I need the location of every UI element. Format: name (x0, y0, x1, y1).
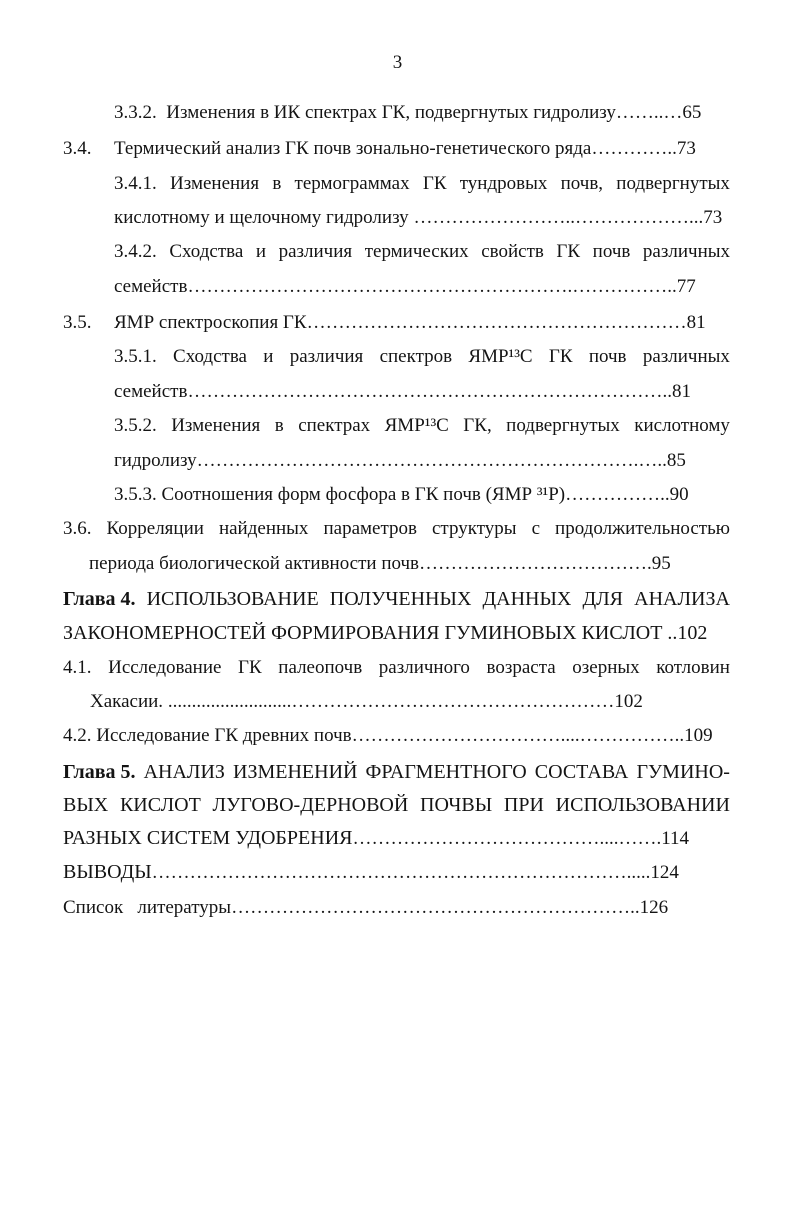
word: почв (588, 346, 627, 367)
toc-references[interactable] (63, 896, 668, 920)
toc-chapter-5[interactable] (63, 760, 730, 860)
entry-title: Исследование ГК древних почв (96, 725, 352, 746)
word: Корреляции (106, 518, 204, 539)
entry-line-1 (114, 240, 730, 264)
entry-number: 4.1. (63, 657, 92, 678)
chapter-label: Глава 4. (63, 588, 136, 610)
leader-dots: ………….. (591, 138, 677, 159)
word: почв, (560, 173, 604, 194)
chapter-line-2 (63, 793, 730, 817)
word: ГК (422, 173, 447, 194)
word: ФРАГМЕНТНОГО (365, 761, 527, 783)
word: ИСПОЛЬЗОВАНИЕ (146, 588, 319, 610)
toc-entry-3-5[interactable] (63, 311, 706, 335)
entry-line-2 (114, 275, 696, 299)
word: различных (642, 346, 730, 367)
entry-page: 102 (614, 691, 643, 712)
word: ГК, (463, 415, 492, 436)
chapter-line-1 (63, 587, 730, 611)
entry-title-cont: семейств (114, 276, 188, 297)
word: ПОЧВЫ (420, 794, 493, 816)
leader-dots: …………………………………………………… (306, 312, 687, 333)
leader-dots: …………….. (565, 484, 670, 505)
entry-title-cont: гидролизу (114, 450, 197, 471)
entry-title-cont: семейств (114, 381, 188, 402)
toc-entry-4-1[interactable] (63, 656, 730, 716)
word: в (274, 415, 284, 436)
entry-page: 126 (639, 897, 669, 918)
leader-dots: …………………………………………………….…………….. (187, 276, 677, 297)
word: различного (378, 657, 470, 678)
page-number: 3 (392, 52, 403, 73)
word: различных (642, 241, 730, 262)
entry-number: 3.5.3. (114, 484, 157, 505)
word: ЯМР¹³С (384, 415, 449, 436)
entry-title-cont: кислотному и щелочному гидролизу (114, 207, 409, 228)
toc-entry-3-5-1[interactable] (114, 345, 730, 405)
entry-title-cont: периода биологической активности почв (89, 553, 420, 574)
entry-line-1 (114, 345, 730, 369)
leader-dots: ……………………………………………………….. (231, 897, 640, 918)
toc-chapter-4[interactable] (63, 587, 730, 647)
entry-number: 4.2. (63, 725, 92, 746)
word: структуры (432, 518, 517, 539)
word: озерных (572, 657, 640, 678)
leader-dots: …………………………………....……. (352, 828, 662, 849)
entry-number: 3.5.1. (114, 346, 157, 367)
word: с (531, 518, 540, 539)
word: продолжительностью (555, 518, 730, 539)
entry-page: 95 (651, 553, 671, 574)
word: спектров (379, 346, 453, 367)
entry-line-2 (114, 449, 686, 473)
leader-dots: …………………………………………………………………..... (151, 862, 651, 883)
word: найденных (218, 518, 309, 539)
entry-number: 3.5.2. (114, 415, 157, 436)
word: ПРИ (503, 794, 544, 816)
word: тундровых (459, 173, 548, 194)
leader-dots: …………………………………………………………….….. (196, 450, 667, 471)
word: различия (289, 346, 364, 367)
entry-title: ВЫВОДЫ (63, 861, 152, 883)
entry-page: 73 (676, 138, 696, 159)
entry-page: 114 (661, 828, 690, 849)
leader-dots: ……………………………....…………….. (351, 725, 685, 746)
entry-number: 3.5. (63, 312, 92, 333)
word: котловин (656, 657, 730, 678)
entry-page: 65 (682, 102, 702, 123)
entry-page: 124 (650, 862, 679, 883)
word: спектрах (298, 415, 371, 436)
leader-dots: ..........................…………………………………………… (163, 691, 615, 712)
entry-number: 3.4.2. (114, 241, 157, 262)
toc-entry-4-2[interactable] (63, 724, 713, 748)
toc-entry-3-3-2[interactable] (114, 101, 701, 125)
toc-entry-3-5-2[interactable] (114, 414, 730, 474)
word: возраста (486, 657, 556, 678)
entry-page: 90 (669, 484, 689, 505)
word: ГК (548, 346, 573, 367)
entry-line-1 (114, 414, 730, 438)
word: ДАННЫХ (482, 588, 572, 610)
chapter-title-cont: ЗАКОНОМЕРНОСТЕЙ ФОРМИРОВАНИЯ ГУМИНОВЫХ КИСЛОТ .. (63, 622, 678, 644)
leader-dots: ……..… (615, 102, 683, 123)
entry-page: 85 (666, 450, 686, 471)
chapter-line-2 (63, 621, 707, 645)
word: КИСЛОТ (119, 794, 201, 816)
leader-dots: ………………………………………………………………….. (187, 381, 672, 402)
chapter-title-cont: РАЗНЫХ СИСТЕМ УДОБРЕНИЯ (63, 827, 353, 849)
word: и (255, 241, 267, 262)
toc-entry-3-4-2[interactable] (114, 240, 730, 300)
entry-title: Изменения в ИК спектрах ГК, подвергнутых гидролизу (166, 102, 616, 123)
word: Изменения (171, 415, 261, 436)
leader-dots: ……………………..………………... (408, 207, 704, 228)
word: почв (592, 241, 631, 262)
entry-line-2 (89, 552, 671, 576)
word: ИЗМЕНЕНИЙ (233, 761, 358, 783)
word: термограммах (294, 173, 410, 194)
word: ГУМИНО- (636, 761, 730, 783)
word: Исследование (108, 657, 222, 678)
word: ПОЛУЧЕННЫХ (329, 588, 472, 610)
entry-number: 3.4.1. (114, 173, 157, 194)
word: и (263, 346, 274, 367)
entry-line-1 (114, 172, 730, 196)
entry-title: Термический анализ ГК почв зонально-генетического ряда (114, 138, 592, 159)
word: АНАЛИЗА (634, 588, 730, 610)
toc-entry-3-6[interactable] (63, 517, 730, 577)
entry-page: 81 (686, 312, 706, 333)
leader-dots: ………………………………. (419, 553, 652, 574)
word: термических (364, 241, 469, 262)
entry-page: 102 (677, 622, 708, 644)
word: Изменения (169, 173, 260, 194)
word: ЛУГОВО-ДЕРНОВОЙ (212, 794, 409, 816)
entry-page: 109 (684, 725, 713, 746)
word: свойств (481, 241, 544, 262)
word: различия (278, 241, 353, 262)
toc-conclusions[interactable] (63, 860, 679, 885)
entry-line-2 (114, 206, 722, 230)
word: подвергнутых (616, 173, 730, 194)
toc-entry-3-4[interactable] (63, 137, 696, 161)
word: ЯМР¹³С (468, 346, 533, 367)
entry-title-cont: Хакасии. (90, 691, 164, 712)
entry-page: 81 (671, 381, 691, 402)
chapter-label: Глава 5. (63, 761, 136, 783)
entry-page: 73 (703, 207, 723, 228)
entry-line-2 (90, 690, 643, 714)
chapter-line-3 (63, 826, 689, 851)
word: ДЛЯ (582, 588, 624, 610)
entry-line-1 (63, 517, 730, 541)
word: параметров (323, 518, 417, 539)
entry-line-2 (114, 380, 691, 404)
entry-number: 3.6. (63, 518, 92, 539)
word: ГК (556, 241, 581, 262)
entry-title: Соотношения форм фосфора в ГК почв (ЯМР ³¹Р) (161, 484, 566, 505)
chapter-line-1 (63, 760, 730, 784)
entry-number: 3.3.2. (114, 102, 157, 123)
word: Сходства (169, 241, 244, 262)
entry-title: ЯМР спектроскопия ГК (114, 312, 307, 333)
entry-page: 77 (676, 276, 696, 297)
word: подвергнутых (506, 415, 620, 436)
word: ИСПОЛЬЗОВАНИИ (555, 794, 730, 816)
word: СОСТАВА (534, 761, 629, 783)
word: кислотному (634, 415, 730, 436)
toc-entry-3-4-1[interactable] (114, 172, 730, 232)
word: в (272, 173, 282, 194)
entry-title: Список литературы (63, 897, 232, 918)
word: АНАЛИЗ (143, 761, 225, 783)
word: Сходства (173, 346, 247, 367)
word: ГК (238, 657, 262, 678)
entry-number: 3.4. (63, 138, 92, 159)
word: ВЫХ (63, 794, 109, 816)
toc-entry-3-5-3[interactable] (114, 483, 689, 507)
entry-line-1 (63, 656, 730, 680)
word: палеопочв (278, 657, 363, 678)
